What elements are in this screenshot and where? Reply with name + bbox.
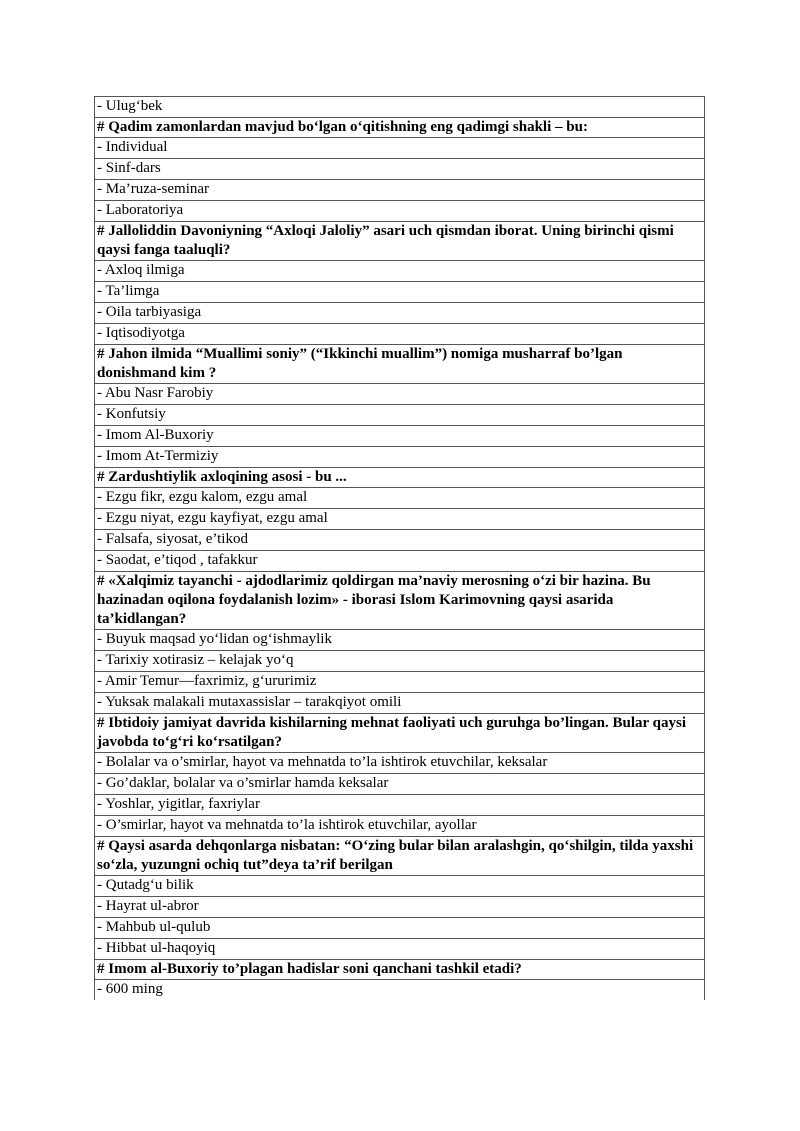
answer-option-row: [95, 753, 705, 774]
question-row: [95, 345, 705, 384]
question-row: [95, 468, 705, 488]
question-row: [95, 222, 705, 261]
question-row: [95, 714, 705, 753]
answer-option-row: [95, 551, 705, 572]
answer-option-text: - Individual: [95, 138, 705, 159]
answer-option-row: [95, 693, 705, 714]
answer-option-text: - Buyuk maqsad yo‘lidan og‘ishmaylik: [95, 630, 705, 651]
answer-option-text: - Hibbat ul-haqoyiq: [95, 939, 705, 960]
question-row: [95, 837, 705, 876]
answer-option-row: [95, 426, 705, 447]
answer-option-text: - Imom Al-Buxoriy: [95, 426, 705, 447]
answer-option-row: [95, 324, 705, 345]
answer-option-text: - Saodat, e’tiqod , tafakkur: [95, 551, 705, 572]
answer-option-row: [95, 672, 705, 693]
answer-option-text: - Konfutsiy: [95, 405, 705, 426]
question-row: [95, 960, 705, 980]
answer-option-row: [95, 138, 705, 159]
answer-option-row: [95, 261, 705, 282]
answer-option-text: - Go’daklar, bolalar va o’smirlar hamda keksalar: [95, 774, 705, 795]
answer-option-row: [95, 774, 705, 795]
answer-option-row: [95, 384, 705, 405]
answer-option-row: [95, 651, 705, 672]
question-text: # Jahon ilmida “Muallimi soniy” (“Ikkinchi muallim”) nomiga musharraf bo’lgan donishmand kim ?: [95, 345, 705, 384]
answer-option-row: [95, 795, 705, 816]
quiz-table: [94, 96, 705, 1000]
answer-option-text: - Amir Temur—faxrimiz, g‘ururimiz: [95, 672, 705, 693]
answer-option-row: [95, 405, 705, 426]
answer-option-row: [95, 447, 705, 468]
answer-option-text: - Yoshlar, yigitlar, faxriylar: [95, 795, 705, 816]
answer-option-text: - Ta’limga: [95, 282, 705, 303]
answer-option-row: [95, 97, 705, 118]
answer-option-row: [95, 816, 705, 837]
answer-option-row: [95, 630, 705, 651]
answer-option-row: [95, 939, 705, 960]
answer-option-text: - Laboratoriya: [95, 201, 705, 222]
question-text: # Zardushtiylik axloqining asosi - bu ...: [95, 468, 705, 488]
answer-option-row: [95, 897, 705, 918]
question-text: # Imom al-Buxoriy to’plagan hadislar soni qanchani tashkil etadi?: [95, 960, 705, 980]
answer-option-row: [95, 180, 705, 201]
question-row: [95, 572, 705, 630]
answer-option-row: [95, 509, 705, 530]
question-text: # Ibtidoiy jamiyat davrida kishilarning mehnat faoliyati uch guruhga bo’lingan. Bular qaysi javobda to‘g‘ri ko‘rsatilgan?: [95, 714, 705, 753]
answer-option-text: - Iqtisodiyotga: [95, 324, 705, 345]
answer-option-text: - Bolalar va o’smirlar, hayot va mehnatda to’la ishtirok etuvchilar, keksalar: [95, 753, 705, 774]
answer-option-row: [95, 918, 705, 939]
question-row: [95, 118, 705, 138]
answer-option-text: - Falsafa, siyosat, e’tikod: [95, 530, 705, 551]
answer-option-row: [95, 201, 705, 222]
question-text: # Qadim zamonlardan mavjud bo‘lgan o‘qitishning eng qadimgi shakli – bu:: [95, 118, 705, 138]
answer-option-text: - Tarixiy xotirasiz – kelajak yo‘q: [95, 651, 705, 672]
answer-option-text: - 600 ming: [95, 980, 705, 1001]
answer-option-text: - Abu Nasr Farobiy: [95, 384, 705, 405]
answer-option-row: [95, 530, 705, 551]
answer-option-text: - Ezgu fikr, ezgu kalom, ezgu amal: [95, 488, 705, 509]
answer-option-text: - Ma’ruza-seminar: [95, 180, 705, 201]
answer-option-row: [95, 282, 705, 303]
answer-option-row: [95, 303, 705, 324]
answer-option-text: - Yuksak malakali mutaxassislar – tarakqiyot omili: [95, 693, 705, 714]
answer-option-text: - Axloq ilmiga: [95, 261, 705, 282]
question-text: # «Xalqimiz tayanchi - ajdodlarimiz qoldirgan ma’naviy merosning o‘zi bir hazina. Bu hazinadan oqilona foydalanish lozim» - iborasi Islom Karimovning qaysi asarida ta’kidlangan?: [95, 572, 705, 630]
answer-option-row: [95, 159, 705, 180]
question-text: # Jalloliddin Davoniyning “Axloqi Jaloliy” asari uch qismdan iborat. Uning birinchi qismi qaysi fanga taaluqli?: [95, 222, 705, 261]
answer-option-text: - O’smirlar, hayot va mehnatda to’la ishtirok etuvchilar, ayollar: [95, 816, 705, 837]
answer-option-text: - Sinf-dars: [95, 159, 705, 180]
answer-option-text: - Imom At-Termiziy: [95, 447, 705, 468]
answer-option-text: - Mahbub ul-qulub: [95, 918, 705, 939]
answer-option-text: - Qutadg‘u bilik: [95, 876, 705, 897]
answer-option-row: [95, 980, 705, 1001]
answer-option-text: - Ulug‘bek: [95, 97, 705, 118]
question-text: # Qaysi asarda dehqonlarga nisbatan: “O‘zing bular bilan aralashgin, qo‘shilgin, tilda yaxshi so‘zla, yuzungni ochiq tut”deya ta’rif berilgan: [95, 837, 705, 876]
answer-option-text: - Hayrat ul-abror: [95, 897, 705, 918]
answer-option-row: [95, 488, 705, 509]
answer-option-row: [95, 876, 705, 897]
quiz-table-body: [95, 97, 705, 1001]
answer-option-text: - Oila tarbiyasiga: [95, 303, 705, 324]
answer-option-text: - Ezgu niyat, ezgu kayfiyat, ezgu amal: [95, 509, 705, 530]
